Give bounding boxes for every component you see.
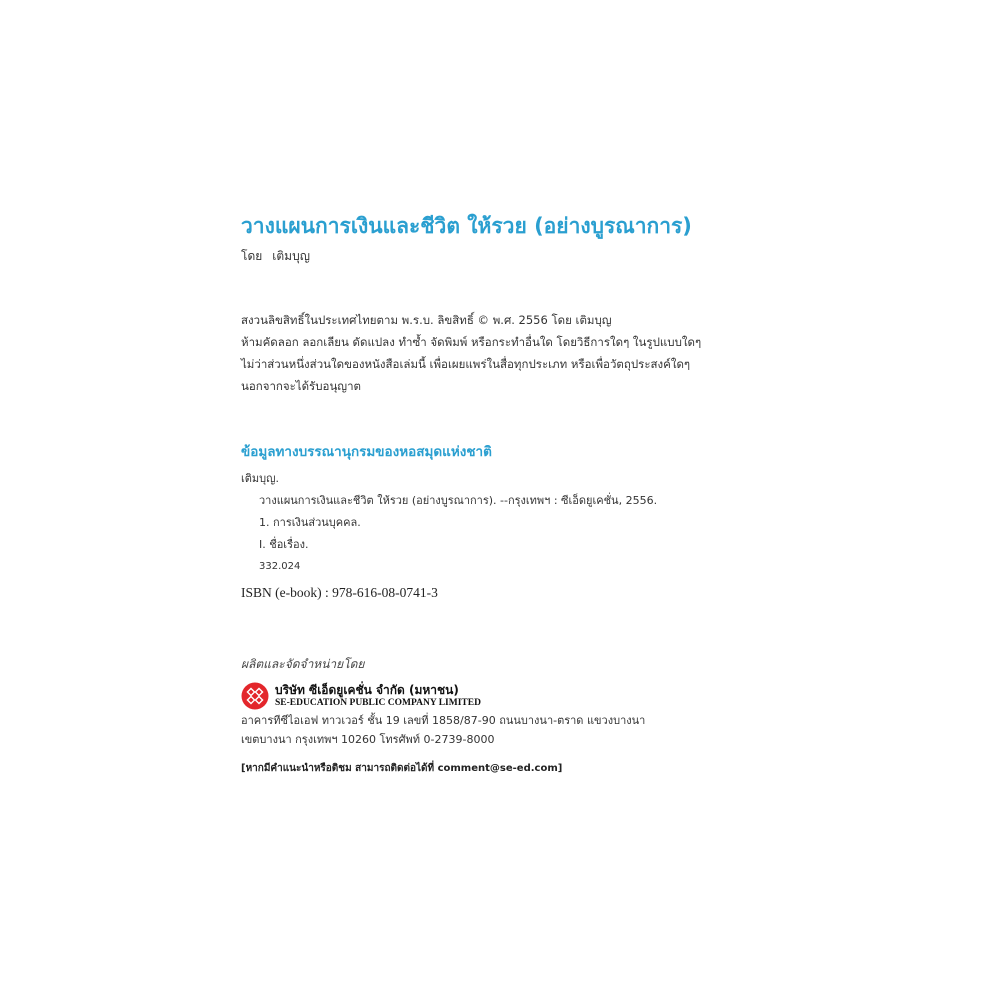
address-line: อาคารทีซีไอเอฟ ทาวเวอร์ ชั้น 19 เลขที่ 1858/87-90 ถนนบางนา-ตราด แขวงบางนา <box>241 714 646 727</box>
cip-block <box>241 468 761 578</box>
copyright-line: สงวนลิขสิทธิ์ในประเทศไทยตาม พ.ร.บ. ลิขสิทธิ์ © พ.ศ. 2556 โดย เติมบุญ <box>241 313 612 327</box>
publisher-name-en: SE-EDUCATION PUBLIC COMPANY LIMITED <box>275 698 481 708</box>
se-ed-logo-icon <box>241 682 269 710</box>
publisher-names <box>275 683 481 709</box>
copyright-line: นอกจากจะได้รับอนุญาต <box>241 379 362 393</box>
by-label: โดย <box>241 249 263 263</box>
cip-classification: 332.024 <box>259 561 301 572</box>
isbn: ISBN (e-book) : 978-616-08-0741-3 <box>241 585 438 600</box>
produced-by-label: ผลิตและจัดจำหน่ายโดย <box>241 657 365 671</box>
publisher-address <box>241 711 645 749</box>
publisher-brand <box>241 681 481 711</box>
book-title: วางแผนการเงินและชีวิต ให้รวย (อย่างบูรณาการ) <box>241 214 692 238</box>
copyright-notice <box>241 309 761 397</box>
cip-heading: ข้อมูลทางบรรณานุกรมของหอสมุดแห่งชาติ <box>241 444 492 460</box>
copyright-line: ห้ามคัดลอก ลอกเลียน ดัดแปลง ทำซ้ำ จัดพิมพ์ หรือกระทำอื่นใด โดยวิธีการใดๆ ในรูปแบบใดๆ <box>241 335 702 349</box>
cip-author: เติมบุญ. <box>241 472 280 485</box>
byline <box>241 246 310 266</box>
copyright-line: ไม่ว่าส่วนหนึ่งส่วนใดของหนังสือเล่มนี้ เพื่อเผยแพร่ในสื่อทุกประเภท หรือเพื่อวัตถุประสงค์ใดๆ <box>241 357 691 371</box>
cip-subject: 1. การเงินส่วนบุคคล. <box>259 516 361 529</box>
author-name: เติมบุญ <box>272 249 310 263</box>
publisher-name-th: บริษัท ซีเอ็ดยูเคชั่น จำกัด (มหาชน) <box>275 683 459 697</box>
cip-title-heading: I. ชื่อเรื่อง. <box>259 538 309 551</box>
address-line: เขตบางนา กรุงเทพฯ 10260 โทรศัพท์ 0-2739-8000 <box>241 733 495 746</box>
cip-title-entry: วางแผนการเงินและชีวิต ให้รวย (อย่างบูรณาการ). --กรุงเทพฯ : ซีเอ็ดยูเคชั่น, 2556. <box>259 494 658 507</box>
feedback-contact: [หากมีคำแนะนำหรือติชม สามารถติดต่อได้ที่ comment@se-ed.com] <box>241 763 563 774</box>
